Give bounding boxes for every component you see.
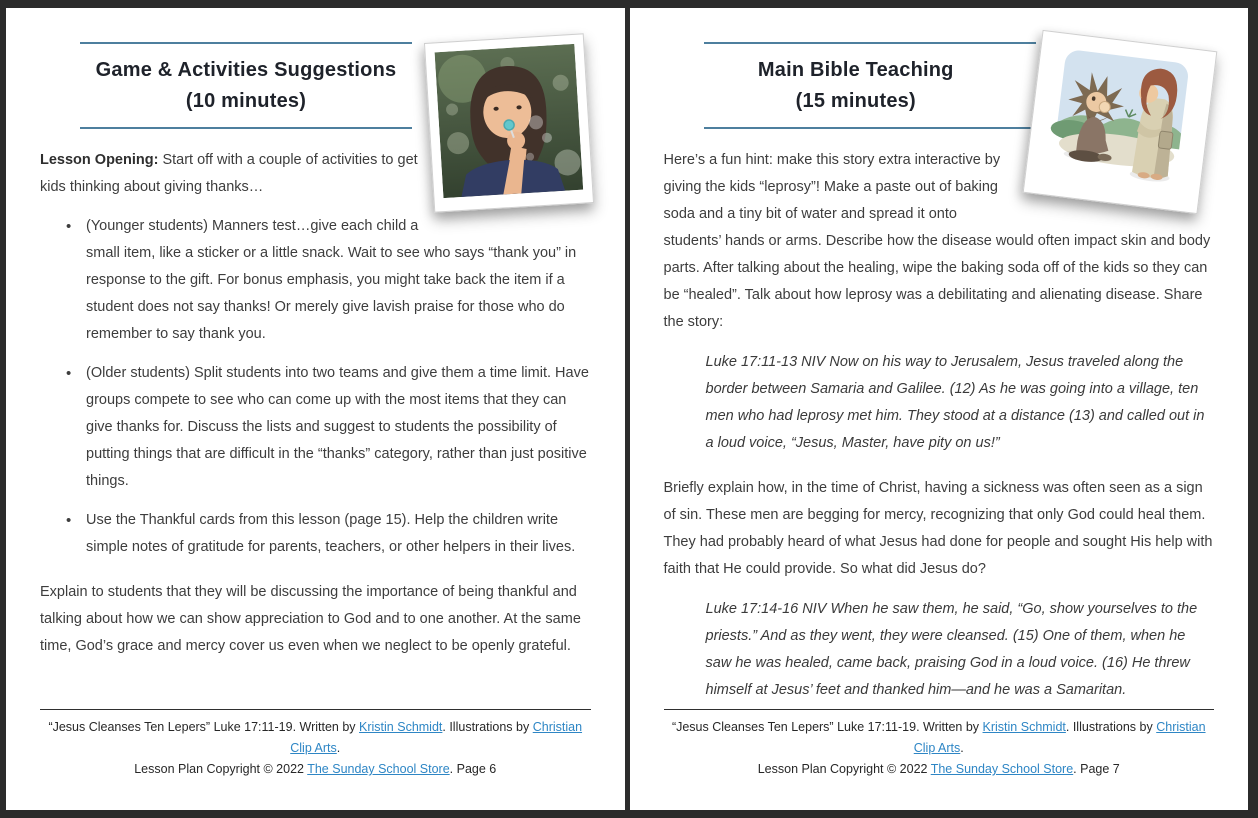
page-left — [6, 8, 625, 810]
bullet-thankful-cards: • Use the Thankful cards from this lesson (page 15). Help the children write simple notes of gratitude for parents, teachers, or other helpers in their lives. — [64, 507, 591, 561]
page-right — [630, 8, 1249, 810]
lesson-opening-text: Start off with a couple of activities to get kids thinking about giving thanks… — [40, 152, 418, 195]
lesson-opening-label: Lesson Opening: — [40, 152, 159, 168]
author-link[interactable]: Kristin Schmidt — [359, 720, 443, 734]
right-page-title: Main Bible Teaching — [757, 59, 954, 81]
footer-credit-text: . Illustrations by — [442, 720, 533, 734]
author-link[interactable]: Kristin Schmidt — [982, 720, 1066, 734]
footer-credit-text: . — [960, 741, 964, 755]
illustrations-link[interactable]: Christian Clip Arts — [290, 720, 583, 755]
footer-credit-text: . — [336, 741, 341, 755]
bullet-older-students: • (Older students) Split students into two teams and give them a time limit. Have groups compete to see who can come up with the most items that they can give thanks for. Discuss the lists and suggest to students the possibility of putting things that are difficult in the “thanks” category, rather than just positive things. — [64, 360, 591, 495]
photo-girl-blowing-bubbles — [423, 33, 593, 212]
footer-copyright-text: Lesson Plan Copyright © 2022 — [134, 762, 308, 776]
illustrations-link[interactable]: Christian Clip Arts — [913, 720, 1206, 755]
scripture-quote-luke-17-11-13: Luke 17:11-13 NIV Now on his way to Jerusalem, Jesus traveled along the border between Samaria and Galilee. (12) As he was going into a village, ten men who had leprosy met him. They stood at a distance (13) and called out in a loud voice, “Jesus, Master, have pity on us!” — [705, 354, 1205, 451]
jesus-leper-graphic — [1034, 41, 1206, 199]
teaching-explanation-paragraph: Briefly explain how, in the time of Christ, having a sickness was often seen as a sign of sin. These men are begging for mercy, recognizing that only God could heal them. They had probably heard of what Jesus had done for people and sought His help with faith that He could provide. So what did Jesus do? — [663, 480, 1213, 577]
left-page-title: Game & Activities Suggestions — [95, 59, 397, 81]
scripture-quote-luke-17-14-16: Luke 17:14-16 NIV When he saw them, he said, “Go, show yourselves to the priests.” And as they went, they were cleansed. (15) One of them, when he saw he was healed, came back, praising God in a loud voice. (16) He threw himself at Jesus’ feet and thanked him—and he was a Samaritan. — [705, 601, 1198, 698]
left-page-title-duration: (10 minutes) — [185, 90, 307, 112]
right-page-title-block — [704, 42, 1036, 129]
bullet-younger-students: • (Younger students) Manners test…give each child a small item, like a sticker or a little snack. Wait to see who says “thank you” in response to the gift. For bonus emphasis, you might take back the item if a student does not say thanks! Or merely give lavish praise for those who do remember to say thank you. — [64, 213, 591, 348]
teaching-intro-paragraph: Here’s a fun hint: make this story extra interactive by giving the kids “leprosy”! Make a paste out of baking soda and a tiny bit of water and spread it onto students’ hands or arms. Describe how the disease would often impact skin and body parts. After talking about the healing, wipe the baking soda off of the kids so they can be “healed”. Talk about how leprosy was a debilitating and alienating disease. Share the story: — [663, 152, 1211, 330]
girl-photo-graphic — [434, 44, 583, 198]
store-link[interactable]: The Sunday School Store — [307, 762, 450, 776]
footer-credit-text: “Jesus Cleanses Ten Lepers” Luke 17:11-19. Written by — [671, 720, 983, 734]
left-page-footer — [40, 709, 591, 780]
footer-credit-text: . Illustrations by — [1065, 720, 1157, 734]
right-page-footer — [664, 709, 1215, 780]
closing-paragraph: Explain to students that they will be discussing the importance of being thankful and talking about how we can show appreciation to God and to one another. At the same time, God’s grace and mercy cover us even when we neglect to be openly grateful. — [40, 584, 581, 654]
footer-line2 — [40, 759, 591, 780]
footer-line1 — [40, 717, 591, 759]
left-page-title-block — [80, 42, 412, 129]
store-link[interactable]: The Sunday School Store — [930, 762, 1074, 776]
illustration-jesus-heals-leper — [1023, 30, 1218, 214]
footer-line1 — [664, 717, 1215, 759]
footer-credit-text: “Jesus Cleanses Ten Lepers” Luke 17:11-19. Written by — [48, 720, 360, 734]
right-page-title-duration: (15 minutes) — [795, 90, 916, 112]
page-number: . Page 6 — [449, 762, 497, 776]
footer-line2 — [664, 759, 1215, 780]
page-number: . Page 7 — [1073, 762, 1120, 776]
two-page-spread — [6, 8, 1248, 810]
activities-bullet-list — [40, 213, 591, 561]
footer-copyright-text: Lesson Plan Copyright © 2022 — [757, 762, 931, 776]
